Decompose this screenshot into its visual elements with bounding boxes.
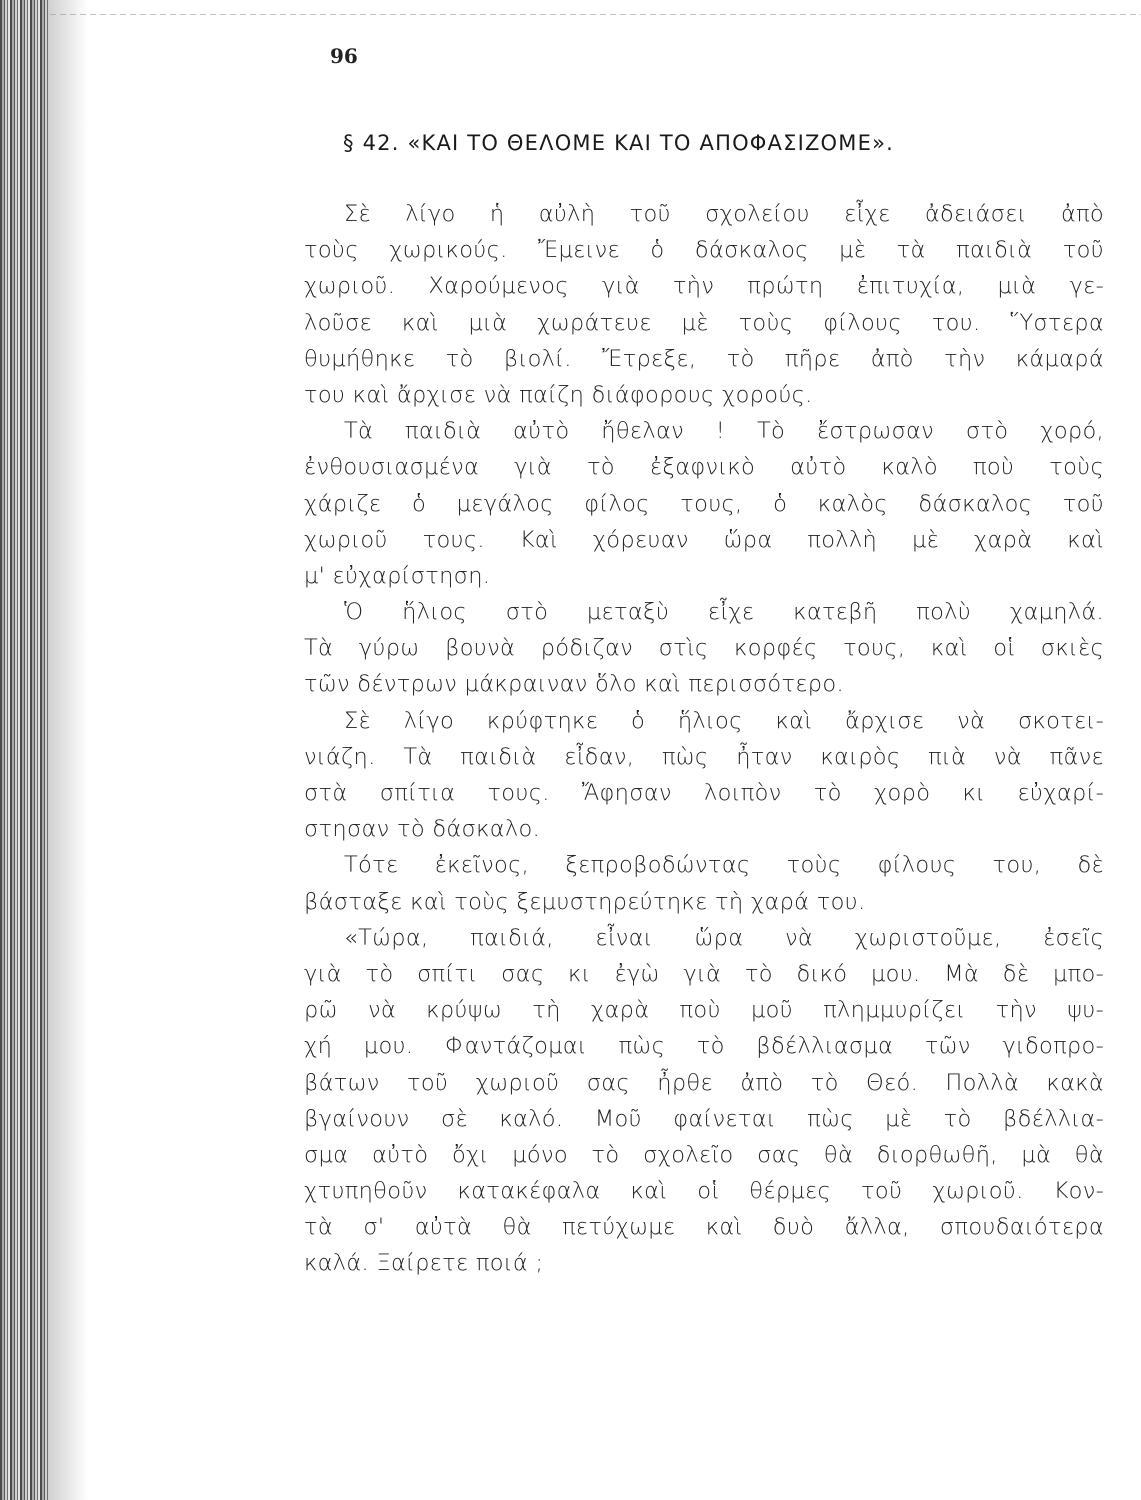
text-line: ρῶ νὰ κρύψω τὴ χαρὰ ποὺ μοῦ πλημμυρίζει τὴν ψυ- — [304, 997, 1104, 1024]
text-line: Σὲ λίγο κρύφτηκε ὁ ἥλιος καὶ ἄρχισε νὰ σκοτει- — [344, 707, 1104, 734]
text-line: «Τώρα, παιδιά, εἶναι ὥρα νὰ χωριστοῦμε, ἐσεῖς — [344, 924, 1104, 951]
text-line: λοῦσε καὶ μιὰ χωράτευε μὲ τοὺς φίλους του. Ὕστερα — [304, 309, 1104, 336]
text-line: βάσταξε καὶ τοὺς ξεμυστηρεύτηκε τὴ χαρά του. — [304, 888, 866, 915]
text-line: τοὺς χωρικούς. Ἔμεινε ὁ δάσκαλος μὲ τὰ παιδιὰ τοῦ — [304, 237, 1104, 264]
text-line: θυμήθηκε τὸ βιολί. Ἔτρεξε, τὸ πῆρε ἀπὸ τὴν κάμαρά — [304, 345, 1104, 372]
text-line: βγαίνουν σὲ καλό. Μοῦ φαίνεται πὼς μὲ τὸ βδέλλια- — [304, 1105, 1104, 1132]
text-line: σμα αὐτὸ ὄχι μόνο τὸ σχολεῖο σας θὰ διορθωθῆ, μὰ θὰ — [304, 1141, 1104, 1168]
text-line: χάριζε ὁ μεγάλος φίλος τους, ὁ καλὸς δάσκαλος τοῦ — [304, 490, 1104, 517]
text-line: Ὁ ἥλιος στὸ μεταξὺ εἶχε κατεβῆ πολὺ χαμηλά. — [344, 599, 1104, 626]
book-binding-edge — [0, 0, 48, 1500]
text-line: του καὶ ἄρχισε νὰ παίζη διάφορους χορούς. — [304, 381, 813, 408]
text-line: χωριοῦ. Χαρούμενος γιὰ τὴν πρώτη ἐπιτυχία, μιὰ γε- — [304, 273, 1104, 300]
binding-shadow — [48, 0, 88, 1500]
text-line: χωριοῦ τους. Καὶ χόρευαν ὥρα πολλὴ μὲ χαρὰ καὶ — [304, 526, 1104, 553]
text-line: τὰ σ' αὐτὰ θὰ πετύχωμε καὶ δυὸ ἄλλα, σπουδαιότερα — [304, 1214, 1104, 1241]
text-line: Τὰ γύρω βουνὰ ρόδιζαν στὶς κορφές τους, καὶ οἱ σκιὲς — [304, 635, 1104, 662]
text-line: γιὰ τὸ σπίτι σας κι ἐγὼ γιὰ τὸ δικό μου. Μὰ δὲ μπο- — [304, 960, 1104, 987]
text-line: χή μου. Φαντάζομαι πὼς τὸ βδέλλιασμα τῶν γιδοπρο- — [304, 1033, 1104, 1060]
text-line: στησαν τὸ δάσκαλο. — [304, 816, 541, 843]
text-line: Τότε ἐκεῖνος, ξεπροβοδώντας τοὺς φίλους του, δὲ — [344, 852, 1104, 879]
section-title: § 42. «ΚΑΙ ΤΟ ΘΕΛΟΜΕ ΚΑΙ ΤΟ ΑΠΟΦΑΣΙΖΟΜΕ». — [343, 131, 894, 155]
text-line: βάτων τοῦ χωριοῦ σας ἦρθε ἀπὸ τὸ Θεό. Πολλὰ κακὰ — [304, 1069, 1104, 1096]
text-line: νιάζη. Τὰ παιδιὰ εἶδαν, πὼς ἦταν καιρὸς πιὰ νὰ πᾶνε — [304, 743, 1104, 770]
text-line: μ' εὐχαρίστηση. — [304, 562, 491, 589]
text-line: καλά. Ξαίρετε ποιά ; — [304, 1250, 544, 1277]
page-number: 96 — [330, 44, 358, 68]
text-line: Τὰ παιδιὰ αὐτὸ ἤθελαν ! Τὸ ἔστρωσαν στὸ χορό, — [344, 418, 1104, 445]
page-top-edge — [50, 14, 1141, 15]
text-line: στὰ σπίτια τους. Ἄφησαν λοιπὸν τὸ χορὸ κι εὐχαρί- — [304, 780, 1104, 806]
text-line: χτυπηθοῦν κατακέφαλα καὶ οἱ θέρμες τοῦ χωριοῦ. Κον- — [304, 1178, 1104, 1205]
text-line: τῶν δέντρων μάκραιναν ὅλο καὶ περισσότερο. — [304, 671, 844, 698]
text-line: ἐνθουσιασμένα γιὰ τὸ ἐξαφνικὸ αὐτὸ καλὸ ποὺ τοὺς — [304, 454, 1104, 481]
body-text — [304, 196, 1104, 1282]
text-line: Σὲ λίγο ἡ αὐλὴ τοῦ σχολείου εἶχε ἀδειάσει ἀπὸ — [344, 201, 1104, 227]
